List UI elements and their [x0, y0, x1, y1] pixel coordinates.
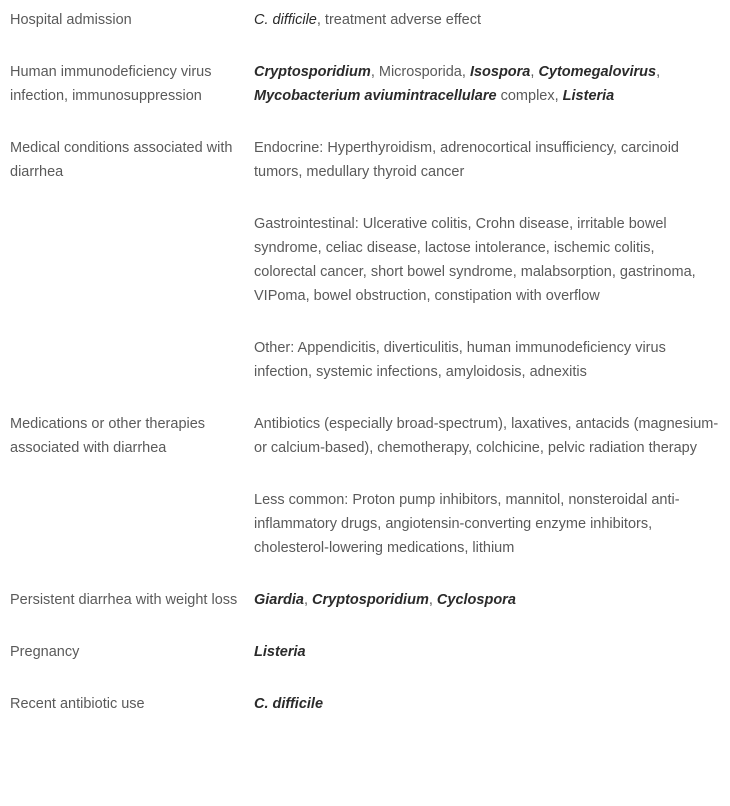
possible-causes-cell	[254, 60, 720, 136]
table-row	[0, 136, 730, 412]
table-row	[0, 588, 730, 640]
causes-paragraph	[254, 692, 720, 716]
organism-name: C. difficile	[254, 12, 317, 28]
causes-paragraph	[254, 412, 720, 460]
causes-text: ,	[428, 592, 437, 608]
causes-paragraph	[254, 8, 720, 32]
causes-text: ,	[530, 64, 539, 80]
table-row	[0, 640, 730, 692]
possible-causes-cell	[254, 136, 720, 412]
causes-paragraph	[254, 336, 720, 384]
organism-name: Giardia	[254, 592, 304, 608]
causes-text: ,	[656, 64, 661, 80]
causes-text: Other: Appendicitis, diverticulitis, human immunodeficiency virus infection, systemic infections, amyloidosis, adnexitis	[254, 340, 666, 380]
risk-factor-cell	[0, 8, 254, 60]
causes-paragraph	[254, 588, 720, 612]
causes-text: Gastrointestinal: Ulcerative colitis, Crohn disease, irritable bowel syndrome, celiac disease, lactose intolerance, ischemic colitis, colorectal cancer, short bowel syndrome, malabsorption, gastrinoma, VIPoma, bowel obstruction, constipation with overflow	[254, 216, 696, 304]
risk-factor-cell	[0, 412, 254, 588]
risk-factor-cell	[0, 60, 254, 136]
risk-factor-label: Medications or other therapies associated with diarrhea	[10, 416, 206, 456]
causes-text: , Microsporida,	[370, 64, 470, 80]
organism-name: Cryptosporidium	[254, 64, 371, 80]
causes-paragraph	[254, 640, 720, 664]
causes-paragraph	[254, 136, 720, 184]
table-row	[0, 692, 730, 744]
organism-name: Listeria	[254, 644, 306, 660]
risk-factor-label: Hospital admission	[10, 12, 132, 28]
table-row	[0, 412, 730, 588]
risk-factor-cell	[0, 588, 254, 640]
possible-causes-cell	[254, 588, 720, 640]
risk-factor-cell	[0, 136, 254, 412]
causes-paragraph	[254, 488, 720, 560]
risk-factor-label: Persistent diarrhea with weight loss	[10, 592, 238, 608]
risk-factor-cell	[0, 692, 254, 744]
organism-name: Cryptosporidium	[312, 592, 429, 608]
risk-factor-label: Medical conditions associated with diarrhea	[10, 140, 233, 180]
organism-name: Mycobacterium aviumintracellulare	[254, 88, 497, 104]
causes-text: Less common: Proton pump inhibitors, mannitol, nonsteroidal anti-inflammatory drugs, angiotensin-converting enzyme inhibitors, cholesterol-lowering medications, lithium	[254, 492, 680, 556]
organism-name: Cytomegalovirus	[538, 64, 657, 80]
organism-name: Cyclospora	[436, 592, 516, 608]
risk-factor-label: Recent antibiotic use	[10, 696, 145, 712]
table-row	[0, 8, 730, 60]
causes-text: Endocrine: Hyperthyroidism, adrenocortical insufficiency, carcinoid tumors, medullary thyroid cancer	[254, 140, 679, 180]
causes-text: , treatment adverse effect	[316, 12, 482, 28]
causes-paragraph	[254, 212, 720, 308]
possible-causes-cell	[254, 640, 720, 692]
possible-causes-cell	[254, 8, 720, 60]
organism-name: Isospora	[469, 64, 531, 80]
organism-name: Listeria	[562, 88, 615, 104]
causes-text: ,	[303, 592, 313, 608]
causes-text: Antibiotics (especially broad-spectrum), laxatives, antacids (magnesium- or calcium-based), chemotherapy, colchicine, pelvic radiation therapy	[254, 416, 719, 456]
organism-name: C. difficile	[254, 696, 324, 712]
table-row	[0, 60, 730, 136]
possible-causes-cell	[254, 412, 720, 588]
risk-factor-label: Human immunodeficiency virus infection, immunosuppression	[10, 64, 212, 104]
possible-causes-cell	[254, 692, 720, 744]
risk-factor-cell	[0, 640, 254, 692]
risk-factor-label: Pregnancy	[10, 644, 80, 660]
causes-text: complex,	[496, 88, 563, 104]
causes-paragraph	[254, 60, 720, 108]
